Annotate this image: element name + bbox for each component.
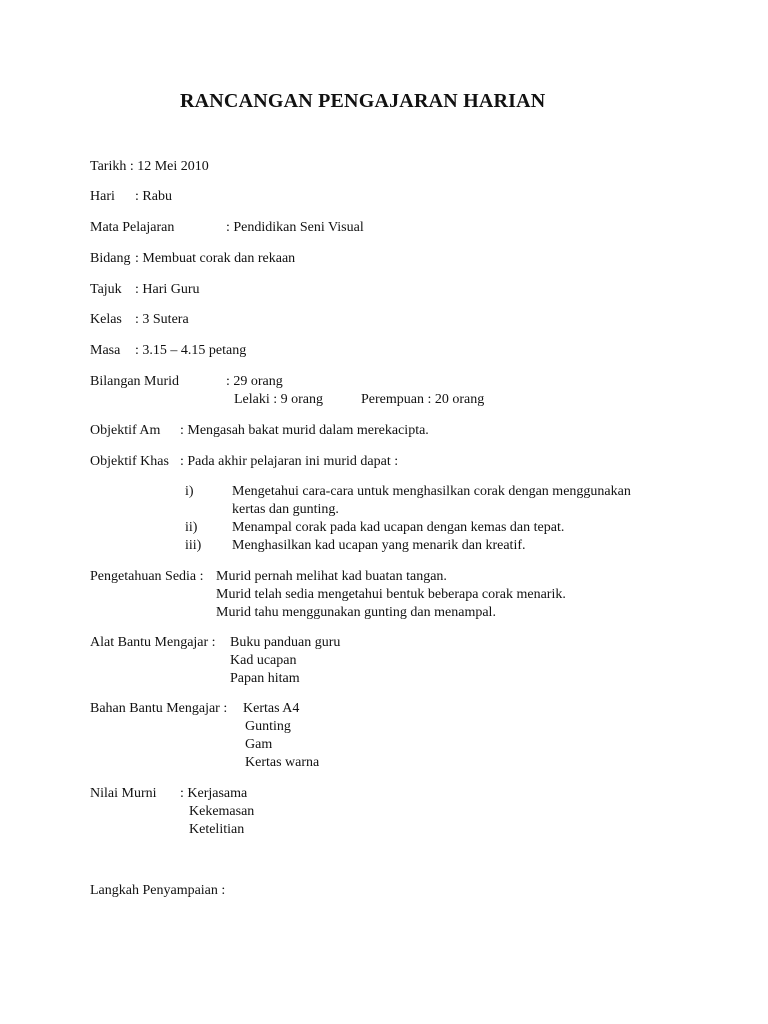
pengetahuan-sedia-item: Murid tahu menggunakan gunting dan menampal. <box>216 605 496 620</box>
alat-bantu-item: Papan hitam <box>230 671 300 686</box>
tarikh-line: Tarikh : 12 Mei 2010 <box>90 159 209 174</box>
alat-bantu-label: Alat Bantu Mengajar : <box>90 635 216 650</box>
objective-text: Mengetahui cara-cara untuk menghasilkan corak dengan menggunakan <box>232 484 631 499</box>
objective-text: Menampal corak pada kad ucapan dengan kemas dan tepat. <box>232 520 565 535</box>
perempuan-count: Perempuan : 20 orang <box>361 392 485 407</box>
objective-text: Menghasilkan kad ucapan yang menarik dan kreatif. <box>232 538 526 553</box>
bidang-label: Bidang <box>90 251 131 266</box>
kelas-value: : 3 Sutera <box>135 312 189 327</box>
bahan-bantu-item: Kertas A4 <box>243 701 300 716</box>
nilai-murni-item: Kekemasan <box>189 804 255 819</box>
langkah-penyampaian-label: Langkah Penyampaian : <box>90 883 226 898</box>
objektif-am-label: Objektif Am <box>90 423 161 438</box>
hari-label: Hari <box>90 189 115 204</box>
pengetahuan-sedia-item: Murid telah sedia mengetahui bentuk beberapa corak menarik. <box>216 587 566 602</box>
objektif-am-value: : Mengasah bakat murid dalam merekacipta. <box>180 423 429 438</box>
objective-text: kertas dan gunting. <box>232 502 339 517</box>
bahan-bantu-item: Gam <box>245 737 273 752</box>
objective-number: ii) <box>185 520 198 535</box>
masa-value: : 3.15 – 4.15 petang <box>135 343 247 358</box>
hari-value: : Rabu <box>135 189 172 204</box>
bilangan-murid-label: Bilangan Murid <box>90 374 180 389</box>
tajuk-label: Tajuk <box>90 282 122 297</box>
nilai-murni-item: Ketelitian <box>189 822 245 837</box>
lelaki-count: Lelaki : 9 orang <box>234 392 324 407</box>
nilai-murni-item: : Kerjasama <box>180 786 248 801</box>
bidang-value: : Membuat corak dan rekaan <box>135 251 296 266</box>
kelas-label: Kelas <box>90 312 122 327</box>
objective-number: iii) <box>185 538 202 553</box>
pengetahuan-sedia-item: Murid pernah melihat kad buatan tangan. <box>216 569 447 584</box>
objektif-khas-value: : Pada akhir pelajaran ini murid dapat : <box>180 454 399 469</box>
bahan-bantu-item: Kertas warna <box>245 755 320 770</box>
bahan-bantu-label: Bahan Bantu Mengajar : <box>90 701 228 716</box>
nilai-murni-label: Nilai Murni <box>90 786 157 801</box>
pengetahuan-sedia-label: Pengetahuan Sedia : <box>90 569 204 584</box>
tajuk-value: : Hari Guru <box>135 282 200 297</box>
alat-bantu-item: Kad ucapan <box>230 653 297 668</box>
bilangan-murid-value: : 29 orang <box>226 374 283 389</box>
masa-label: Masa <box>90 343 121 358</box>
mata-pelajaran-value: : Pendidikan Seni Visual <box>226 220 364 235</box>
objektif-khas-label: Objektif Khas <box>90 454 169 469</box>
document-title: RANCANGAN PENGAJARAN HARIAN <box>180 90 546 112</box>
bahan-bantu-item: Gunting <box>245 719 291 734</box>
alat-bantu-item: Buku panduan guru <box>230 635 341 650</box>
mata-pelajaran-label: Mata Pelajaran <box>90 220 175 235</box>
objective-number: i) <box>185 484 194 499</box>
